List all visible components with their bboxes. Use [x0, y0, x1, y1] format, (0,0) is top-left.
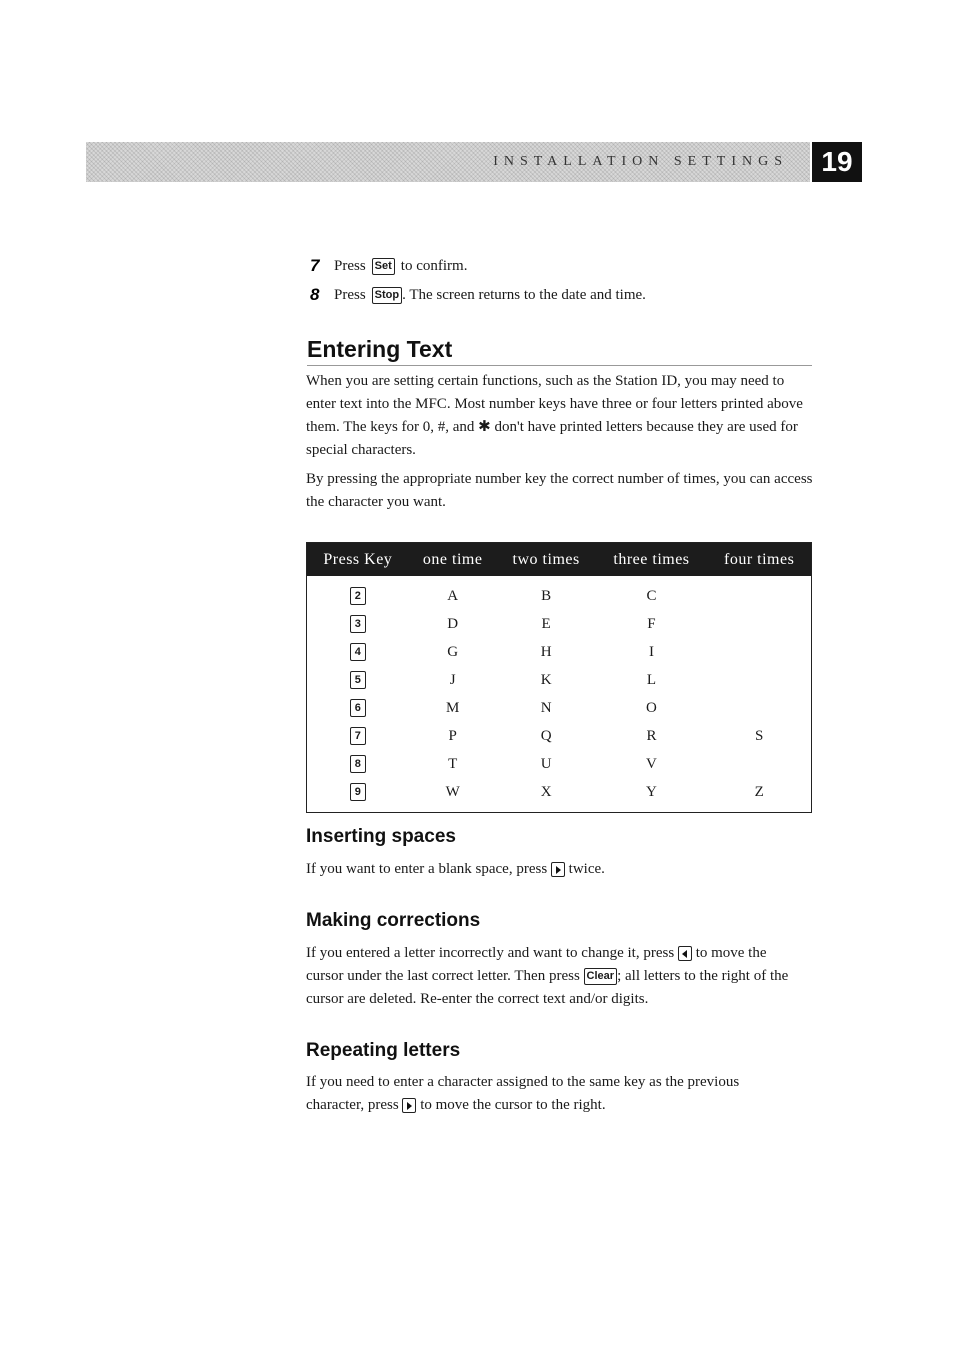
step-text-after: . The screen returns to the date and time. [402, 286, 646, 303]
making-corrections-paragraph [306, 942, 801, 1011]
letter-cell: K [540, 671, 552, 688]
table-row [307, 694, 812, 722]
number-key-icon: 9 [350, 783, 366, 801]
number-key-icon: 6 [350, 699, 366, 717]
column-header: Press Key [307, 543, 409, 577]
key-cell [307, 610, 409, 638]
letter-cell: P [448, 727, 457, 744]
letter-cell: R [646, 727, 657, 744]
table-header-row [307, 543, 812, 577]
instruction-paragraph: By pressing the appropriate number key the correct number of times, you can access the character you want. [306, 471, 813, 510]
table-row [307, 610, 812, 638]
key-cell [307, 750, 409, 778]
letter-cell: V [646, 755, 657, 772]
letter-cell: O [646, 699, 657, 716]
intro-paragraph: When you are setting certain functions, such as the Station ID, you may need to enter text into the MFC. Most number keys have three or four letters printed above them. The keys for 0, #, and ✱ don't have printed letters because they are used for special characters. [306, 373, 803, 458]
letter-cell [707, 638, 811, 666]
right-arrow-key-icon [551, 862, 565, 877]
table-row [307, 750, 812, 778]
page-number: 19 [812, 142, 862, 182]
number-key-icon: 5 [350, 671, 366, 689]
step-number: 7 [310, 256, 320, 275]
column-header: two times [497, 543, 596, 577]
left-arrow-key-icon [678, 946, 692, 961]
letter-cell: C [646, 587, 657, 604]
section-rule [307, 365, 812, 366]
key-cell [307, 778, 409, 813]
stop-key-icon: Stop [372, 287, 402, 304]
letter-cell: X [540, 783, 552, 800]
letter-cell: Q [540, 727, 552, 744]
letter-cell: T [448, 755, 458, 772]
letter-cell: L [646, 671, 657, 688]
number-key-icon: 8 [350, 755, 366, 773]
number-key-icon: 7 [350, 727, 366, 745]
letter-cell [707, 576, 811, 610]
key-cell [307, 722, 409, 750]
text: to move the cursor under the last correct letter. Then press [306, 945, 767, 984]
number-key-icon: 2 [350, 587, 366, 605]
letter-cell: E [541, 615, 551, 632]
section-title: Entering Text [307, 336, 453, 362]
number-key-icon: 4 [350, 643, 366, 661]
key-cell [307, 576, 409, 610]
step-8 [310, 285, 646, 305]
column-header: three times [596, 543, 708, 577]
letter-cell: D [447, 615, 459, 632]
key-letter-table [306, 542, 812, 813]
letter-cell: H [540, 643, 552, 660]
right-arrow-key-icon [402, 1098, 416, 1113]
subsection-title: Making corrections [306, 910, 481, 931]
running-header: INSTALLATION SETTINGS [493, 154, 788, 169]
inserting-spaces-paragraph [306, 858, 814, 881]
letter-cell: M [445, 699, 460, 716]
subsection-title: Repeating letters [306, 1040, 461, 1061]
text: twice. [568, 861, 605, 877]
letter-cell: A [447, 587, 459, 604]
text: ; all letters to the right of the cursor are deleted. Re-enter the correct text and/or digits. [306, 968, 789, 1007]
letter-cell [707, 666, 811, 694]
text: If you need to enter a character assigned to the same key as the previous character, press [306, 1074, 740, 1113]
table-row [307, 778, 812, 813]
step-text-after: to confirm. [400, 257, 468, 274]
column-header: one time [409, 543, 497, 577]
letter-cell: W [445, 783, 460, 800]
key-cell [307, 666, 409, 694]
table-row [307, 638, 812, 666]
letter-cell: Y [646, 783, 657, 800]
letter-cell [707, 750, 811, 778]
subsection-title: Inserting spaces [306, 826, 456, 847]
text: If you entered a letter incorrectly and want to change it, press [306, 945, 675, 961]
step-text-before: Press [334, 257, 366, 274]
letter-cell [707, 694, 811, 722]
key-cell [307, 694, 409, 722]
set-key-icon: Set [372, 258, 395, 275]
text: If you want to enter a blank space, press [306, 861, 548, 877]
table-row [307, 666, 812, 694]
table-row [307, 576, 812, 610]
header-band [86, 142, 810, 182]
step-number: 8 [310, 285, 320, 304]
step-text-before: Press [334, 286, 366, 303]
repeating-letters-paragraph [306, 1071, 766, 1117]
letter-cell: Z [754, 783, 764, 800]
number-key-icon: 3 [350, 615, 366, 633]
letter-cell: B [541, 587, 552, 604]
letter-cell: S [754, 727, 764, 744]
letter-cell: N [540, 699, 552, 716]
column-header: four times [707, 543, 811, 577]
clear-key-icon: Clear [584, 968, 618, 985]
letter-cell: F [647, 615, 656, 632]
text: to move the cursor to the right. [420, 1097, 606, 1113]
letter-cell: G [447, 643, 459, 660]
step-7 [310, 256, 467, 276]
letter-cell: U [540, 755, 552, 772]
letter-cell [707, 610, 811, 638]
letter-cell: J [449, 671, 456, 688]
table-row [307, 722, 812, 750]
key-cell [307, 638, 409, 666]
letter-cell: I [648, 643, 654, 660]
